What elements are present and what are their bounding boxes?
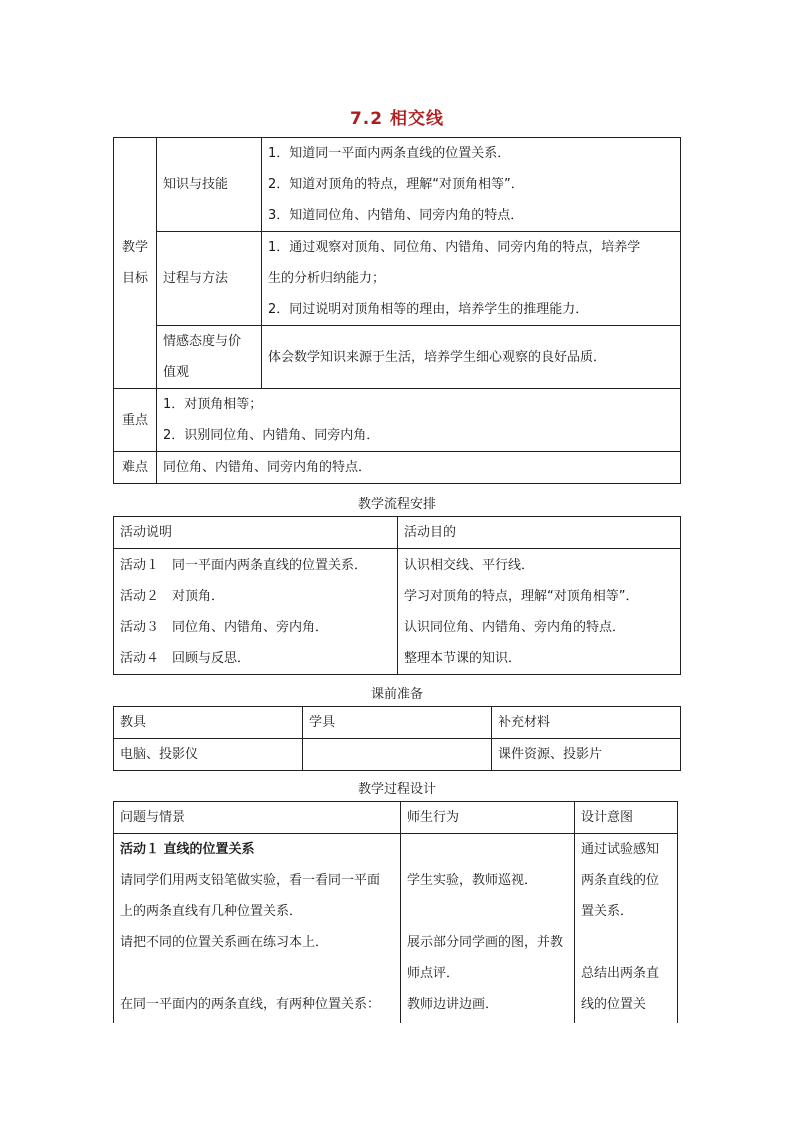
prep-col-student: 学具 xyxy=(303,707,492,739)
process-question-line xyxy=(120,958,394,989)
knowledge-item: 1．知道同一平面内两条直线的位置关系． xyxy=(268,146,511,161)
flow-activity: 活动３ 同位角、内错角、旁内角． xyxy=(120,619,329,635)
key-points-items xyxy=(157,389,681,452)
key-points-label: 重点 xyxy=(114,389,157,452)
flow-purpose: 学习对顶角的特点，理解“对顶角相等”． xyxy=(404,588,639,604)
process-intent-line: 两条直线的位 xyxy=(581,873,660,888)
knowledge-item: 3．知道同位角、内错角、同旁内角的特点． xyxy=(268,208,524,223)
process-behavior-line xyxy=(407,896,568,927)
process-question-line: 上的两条直线有几种位置关系． xyxy=(120,904,303,919)
prep-student-tools xyxy=(303,739,492,771)
process-intent-line: 通过试验感知 xyxy=(581,842,660,857)
page-title: 7.2 相交线 xyxy=(349,109,445,129)
process-behavior-line: 师点评． xyxy=(407,966,460,981)
process-intent-line xyxy=(581,927,671,958)
prep-col-supplement: 补充材料 xyxy=(492,707,681,739)
flow-activity: 活动２ 对顶角． xyxy=(120,588,225,604)
difficulty-label: 难点 xyxy=(114,452,157,484)
prep-supplement: 课件资源、投影片 xyxy=(492,739,681,771)
flow-purpose: 整理本节课的知识． xyxy=(404,650,522,666)
process-design-heading: 教学过程设计 xyxy=(357,782,436,797)
process-behavior-line xyxy=(407,834,568,865)
flow-purpose: 认识相交线、平行线． xyxy=(404,557,535,573)
process-question-line: 请同学们用两支铅笔做实验，看一看同一平面 xyxy=(120,873,381,888)
process-behaviors xyxy=(401,834,575,1023)
process-col-intent: 设计意图 xyxy=(575,802,678,834)
process-item: 1．通过观察对顶角、同位角、内错角、同旁内角的特点，培养学 xyxy=(268,240,641,255)
process-question-line: 在同一平面内的两条直线，有两种位置关系： xyxy=(120,997,381,1012)
process-design-table xyxy=(113,801,678,1023)
objectives-label-line2: 目标 xyxy=(121,271,148,286)
knowledge-items xyxy=(262,138,681,232)
process-behavior-line: 教师边讲边画． xyxy=(407,997,499,1012)
objectives-label xyxy=(114,138,157,389)
process-col-question: 问题与情景 xyxy=(114,802,401,834)
process-col-behavior: 师生行为 xyxy=(401,802,575,834)
prep-table xyxy=(113,706,681,771)
flow-heading: 教学流程安排 xyxy=(357,497,436,512)
process-question-line: 请把不同的位置关系画在练习本上． xyxy=(120,935,329,950)
emotion-items xyxy=(262,326,681,389)
prep-teacher-tools: 电脑、投影仪 xyxy=(114,739,303,771)
emotion-category-line2: 值观 xyxy=(163,365,190,380)
flow-purpose: 认识同位角、内错角、旁内角的特点． xyxy=(404,619,626,635)
flow-col-activity: 活动说明 xyxy=(114,517,398,549)
knowledge-item: 2．知道对顶角的特点，理解“对顶角相等”． xyxy=(268,177,524,192)
process-behavior-line: 学生实验，教师巡视． xyxy=(407,873,538,888)
objectives-table xyxy=(113,137,681,484)
process-items xyxy=(262,232,681,326)
process-questions xyxy=(114,834,401,1023)
prep-col-teacher: 教具 xyxy=(114,707,303,739)
process-item: 2．同过说明对顶角相等的理由，培养学生的推理能力． xyxy=(268,302,589,317)
flow-purposes xyxy=(398,549,681,675)
process-intent-line: 总结出两条直 xyxy=(581,966,660,981)
knowledge-category: 知识与技能 xyxy=(157,138,262,232)
process-intents xyxy=(575,834,678,1023)
flow-table xyxy=(113,516,681,675)
objectives-label-line1: 教学 xyxy=(121,240,148,255)
key-point-item: 2．识别同位角、内错角、同旁内角． xyxy=(163,428,380,443)
emotion-category xyxy=(157,326,262,389)
process-intent-line: 置关系． xyxy=(581,904,634,919)
process-category: 过程与方法 xyxy=(157,232,262,326)
prep-heading: 课前准备 xyxy=(370,687,423,702)
flow-activity: 活动４ 回顾与反思． xyxy=(120,650,251,666)
process-activity-title: 活动１ 直线的位置关系 xyxy=(120,842,255,857)
emotion-item: 体会数学知识来源于生活，培养学生细心观察的良好品质． xyxy=(268,349,607,365)
process-behavior-line: 展示部分同学画的图，并教 xyxy=(407,935,564,950)
process-item: 生的分析归纳能力； xyxy=(268,271,386,286)
emotion-category-line1: 情感态度与价 xyxy=(163,334,242,349)
key-point-item: 1．对顶角相等； xyxy=(163,397,263,412)
process-intent-line: 线的位置关 xyxy=(581,997,647,1012)
flow-activities xyxy=(114,549,398,675)
flow-activity: 活动１ 同一平面内两条直线的位置关系． xyxy=(120,557,368,573)
difficulty-text: 同位角、内错角、同旁内角的特点． xyxy=(157,452,681,484)
flow-col-purpose: 活动目的 xyxy=(398,517,681,549)
